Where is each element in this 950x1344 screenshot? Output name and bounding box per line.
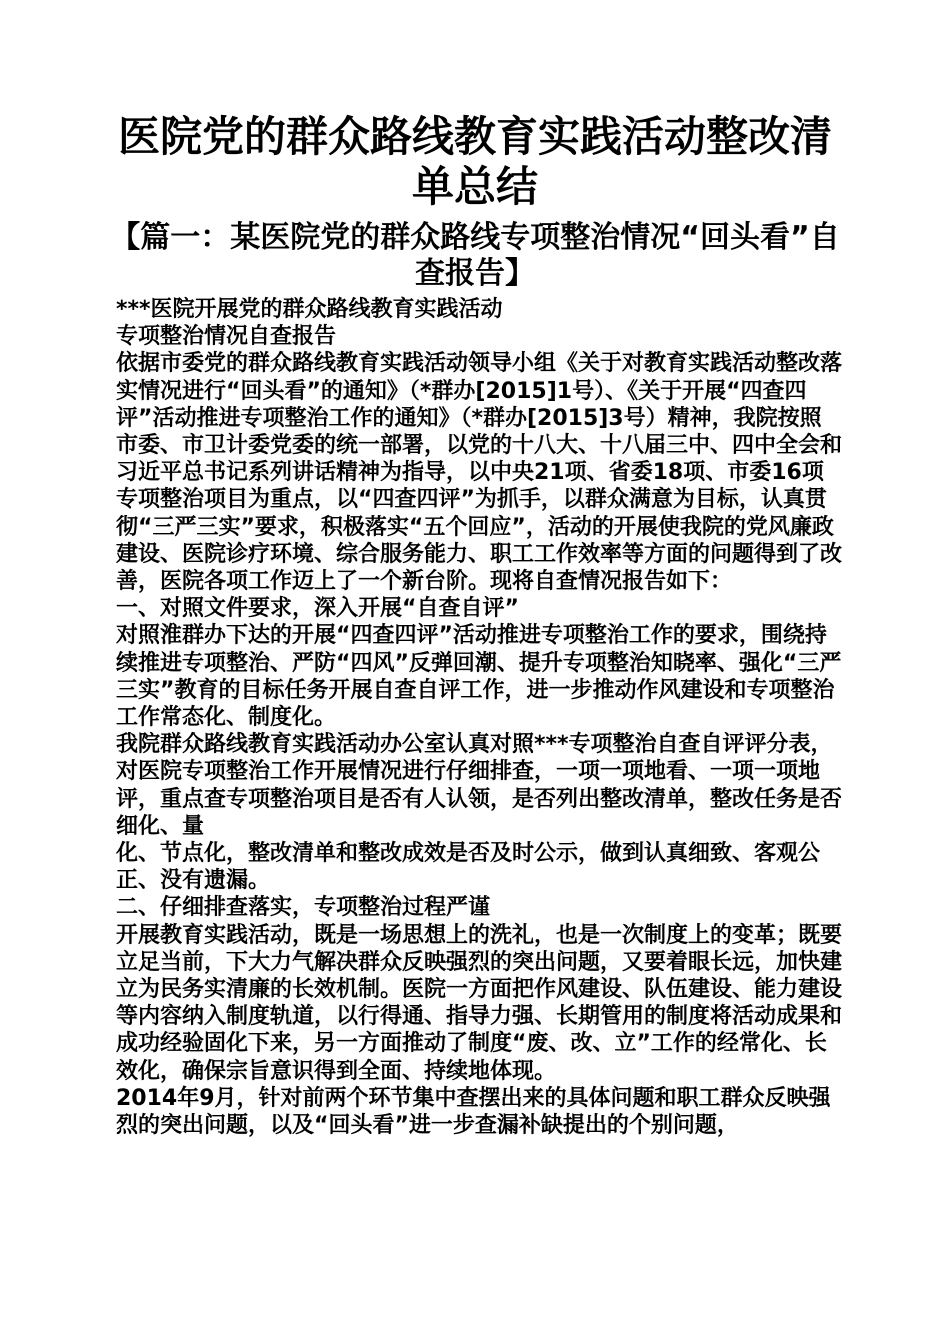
paragraph-section1-a: 对照淮群办下达的开展“四查四评”活动推进专项整治工作的要求，围绕持续推进专项整治、严防“四风”反弹回潮、提升专项整治知晓率、强化“三严三实”教育的目标任务开展自查自评工作，进一步推动作风建设和专项整治工作常态化、制度化。 xyxy=(116,623,842,731)
paragraph-section2-a: 开展教育实践活动，既是一场思想上的洗礼，也是一次制度上的变革；既要立足当前，下大力气解决群众反映强烈的突出问题，又要着眼长远，加快建立为民务实清廉的长效机制。医院一方面把作风建设、队伍建设、能力建设等内容纳入制度轨道，以行得通、指导力强、长期管用的制度将活动成果和成功经验固化下来，另一方面推动了制度“废、改、立”工作的经常化、长效化，确保宗旨意识得到全面、持续地体现。 xyxy=(116,922,843,1084)
title-block xyxy=(100,112,850,292)
section-heading-2: 二、仔细排查落实，专项整治过程严谨 xyxy=(116,895,491,921)
section-heading-1: 一、对照文件要求，深入开展“自查自评” xyxy=(116,596,519,622)
paragraph-section2-b: 2014年9月，针对前两个环节集中查摆出来的具体问题和职工群众反映强烈的突出问题，以及“回头看”进一步查漏补缺提出的个别问题， xyxy=(116,1085,831,1139)
paragraph-section1-b: 我院群众路线教育实践活动办公室认真对照***专项整治自查自评评分表，对医院专项整治工作开展情况进行仔细排查，一项一项地看、一项一项地评，重点查专项整治项目是否有人认领，是否列出整改清单，整改任务是否细化、量 xyxy=(116,732,843,839)
paragraph-section1-c: 化、节点化，整改清单和整改成效是否及时公示，做到认真细致、客观公正、没有遗漏。 xyxy=(116,841,821,894)
report-org-line: ***医院开展党的群众路线教育实践活动 xyxy=(116,297,503,322)
report-title-line: 专项整治情况自查报告 xyxy=(116,324,337,350)
document-title: 医院党的群众路线教育实践活动整改清单总结 xyxy=(117,112,832,211)
paragraph-intro: 依据市委党的群众路线教育实践活动领导小组《关于对教育实践活动整改落实情况进行“回头看”的通知》（*群办[2015]1号）、《关于开展“四查四评”活动推进专项整治工作的通知》（*群办[2015]3号）精神，我院按照市委、市卫计委党委的统一部署，以党的十八大、十八届三中、四中全会和习近平总书记系列讲话精神为指导，以中央21项、省委18项、市委16项专项整治项目为重点，以“四查四评”为抓手，以群众满意为目标，认真贯彻“三严三实”要求，积极落实“五个回应”，活动的开展使我院的党风廉政建设、医院诊疗环境、综合服务能力、职工工作效率等方面的问题得到了改善，医院各项工作迈上了一个新台阶。现将自查情况报告如下： xyxy=(116,351,843,595)
document-subtitle: 【篇一：某医院党的群众路线专项整治情况“回头看”自查报告】 xyxy=(110,220,840,291)
document-body xyxy=(116,296,842,1139)
